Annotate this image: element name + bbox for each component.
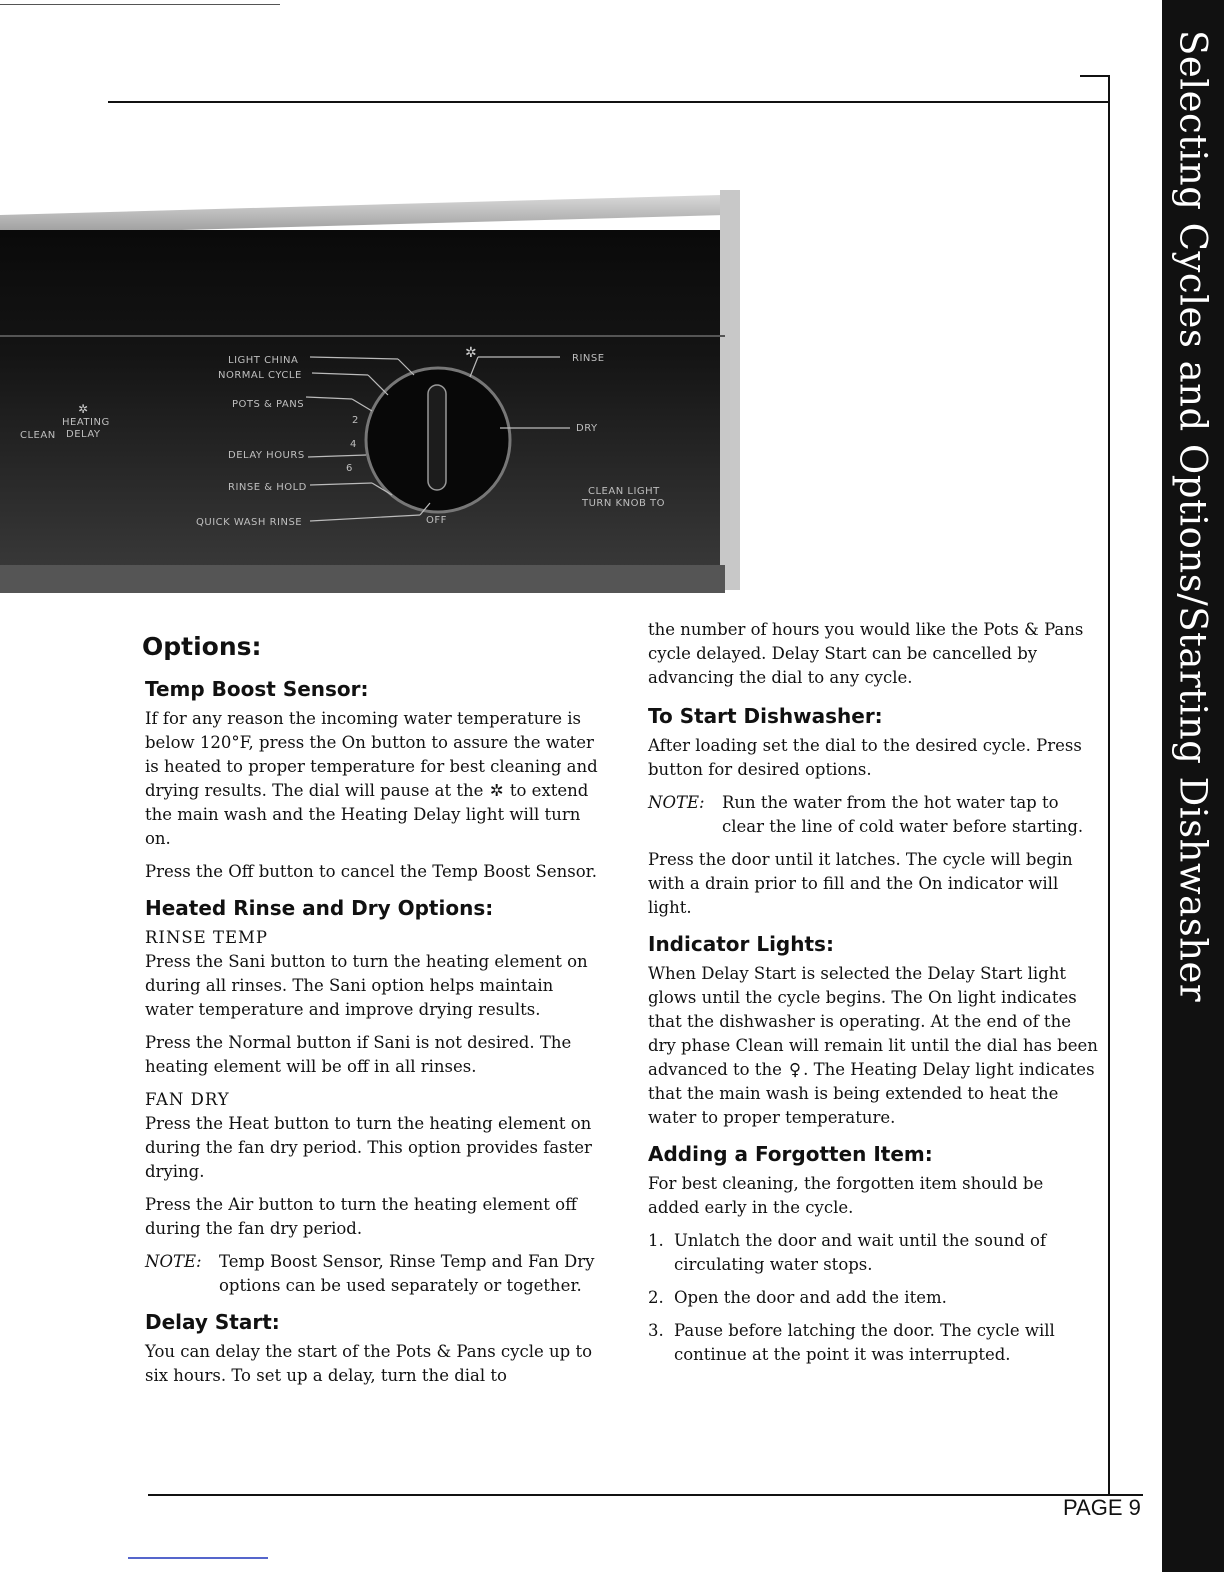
label-pots-pans: POTS & PANS [232,399,305,410]
temp-boost-paragraph-2: Press the Off button to cancel the Temp Boost Sensor. [145,862,597,881]
dial-pointer [428,385,446,490]
note-label: NOTE: [648,793,705,812]
heated-rinse-dry-heading: Heated Rinse and Dry Options: [145,896,494,920]
delay-start-heading: Delay Start: [145,1310,280,1334]
label-normal-cycle: NORMAL CYCLE [218,370,302,381]
rinse-temp-label: RINSE TEMP [145,928,269,947]
to-start-paragraph-2: Press the door until it latches. The cycle will begin with a drain prior to fill and the On indicator will light. [648,850,1073,917]
delay-start-continued: the number of hours you would like the Pots & Pans cycle delayed. Delay Start can be cancelled by advancing the dial to any cycle. [648,620,1084,687]
label-clean-light: CLEAN LIGHT [588,486,660,497]
page-number: PAGE 9 [1063,1495,1141,1520]
to-start-heading: To Start Dishwasher: [648,704,883,728]
left-column [145,675,603,1388]
label-quick-wash-rinse: QUICK WASH RINSE [196,517,303,528]
label-heating: HEATING [62,417,110,428]
list-item: 2. Open the door and add the item. [648,1288,947,1307]
label-dry: DRY [576,423,598,434]
list-item: 1. Unlatch the door and wait until the sound of circulating water stops. [648,1231,1047,1274]
to-start-paragraph-1: After loading set the dial to the desired cycle. Press button for desired options. [648,736,1082,779]
sun-icon: ✲ [465,345,477,361]
label-rinse: RINSE [572,353,605,364]
label-light-china: LIGHT CHINA [228,355,299,366]
label-clean: CLEAN [20,430,56,441]
indicator-lights-paragraph: When Delay Start is selected the Delay Start light glows until the cycle begins. The On light indicates that the dishwasher is operating. At the end of the dry phase Clean will remain lit until the dial has been advanced to the ♀ . The Heating Delay light indicates that the main wash is being extended to heat the water to proper temperature. [648,964,1098,1127]
note-text: Run the water from the hot water tap to clear the line of cold water before starting. [722,793,1084,836]
label-delay-hours: DELAY HOURS [228,450,305,461]
rinse-temp-paragraph-2: Press the Normal button if Sani is not desired. The heating element will be off in all rinses. [145,1033,572,1076]
section-sidebar-title: Selecting Cycles and Options/Starting Dishwasher [1171,30,1215,1003]
top-edge-line [0,4,280,5]
panel-top-strip [0,195,725,235]
label-hour-4: 4 [350,439,357,450]
label-turn-knob: TURN KNOB TO [582,498,665,509]
indicator-lights-heading: Indicator Lights: [648,932,834,956]
right-rule [1108,76,1110,1496]
right-column [648,618,1098,1367]
label-hour-2: 2 [352,415,359,426]
fan-dry-paragraph-2: Press the Air button to turn the heating element off during the fan dry period. [145,1195,577,1238]
sun-icon: ✲ [489,781,504,800]
label-hour-6: 6 [346,463,353,474]
forgotten-item-paragraph: For best cleaning, the forgotten item should be added early in the cycle. [648,1174,1044,1217]
label-rinse-hold: RINSE & HOLD [228,482,307,493]
label-delay: DELAY [66,429,101,440]
list-item: 3. Pause before latching the door. The cycle will continue at the point it was interrupted. [648,1321,1055,1364]
heating-sun-icon: ✲ [78,402,89,416]
temp-boost-heading: Temp Boost Sensor: [145,677,369,701]
note-label: NOTE: [145,1252,202,1271]
start-note [648,791,1098,839]
bottom-edge-line [128,1557,268,1559]
delay-start-paragraph: You can delay the start of the Pots & Pans cycle up to six hours. To set up a delay, turn the dial to [145,1342,593,1385]
control-panel-photo [0,185,740,593]
light-bulb-icon: ♀ [789,1060,802,1079]
rinse-temp-paragraph-1: Press the Sani button to turn the heating element on during all rinses. The Sani option helps maintain water temperature and improve drying results. [145,952,588,1019]
options-note [145,1250,603,1298]
note-text: Temp Boost Sensor, Rinse Temp and Fan Dry options can be used separately or together. [219,1252,595,1295]
top-rule [108,101,1110,103]
bottom-rule [148,1494,1143,1496]
fan-dry-label: FAN DRY [145,1090,230,1109]
label-off: OFF [426,515,447,526]
fan-dry-paragraph-1: Press the Heat button to turn the heating element on during the fan dry period. This option provides faster drying. [145,1114,592,1181]
options-heading: Options: [142,632,262,661]
temp-boost-paragraph-1: If for any reason the incoming water temperature is below 120°F, press the On button to assure the water is heated to proper temperature for best cleaning and drying results. The dial will pause at the ✲ to extend the main wash and the Heating Delay light will turn on. [145,709,598,848]
forgotten-item-heading: Adding a Forgotten Item: [648,1142,933,1166]
top-rule-corner [1080,75,1110,77]
